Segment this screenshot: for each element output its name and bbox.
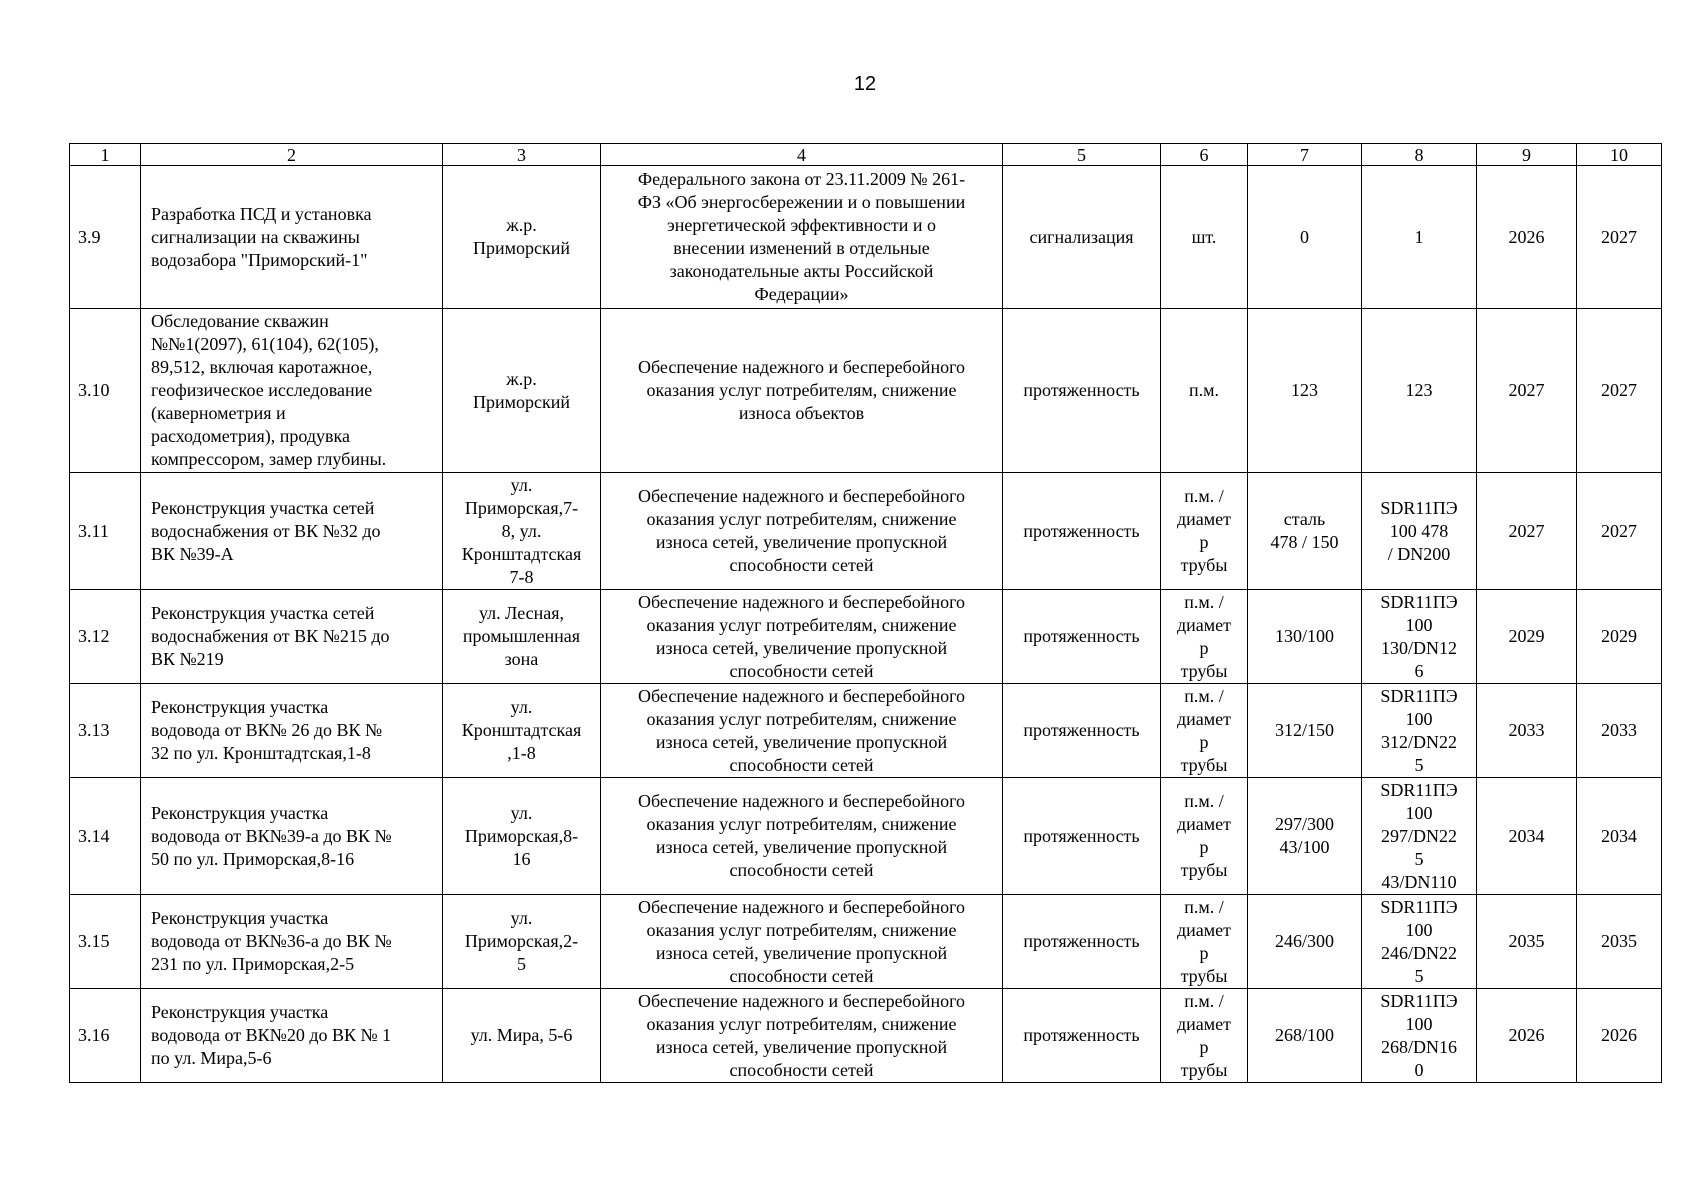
end-year: 2035 [1577, 895, 1662, 989]
value-before: 268/100 [1248, 989, 1362, 1083]
purpose: Обеспечение надежного и бесперебойного оказания услуг потребителям, снижение износа сетей, увеличение пропускной способности сетей [601, 473, 1003, 590]
table-row [70, 684, 1662, 778]
column-number-row [70, 144, 1662, 166]
row-number: 3.16 [70, 989, 141, 1083]
location: ул. Приморская,7- 8, ул. Кронштадтская 7-8 [443, 473, 601, 590]
end-year: 2033 [1577, 684, 1662, 778]
indicator: протяженность [1003, 590, 1161, 684]
unit: п.м. / диамет р трубы [1161, 684, 1248, 778]
measure-name: Реконструкция участка водовода от ВК№39-а до ВК № 50 по ул. Приморская,8-16 [141, 778, 443, 895]
value-before: 123 [1248, 309, 1362, 473]
measure-name: Реконструкция участка водовода от ВК№20 до ВК № 1 по ул. Мира,5-6 [141, 989, 443, 1083]
table-row [70, 895, 1662, 989]
table-row [70, 473, 1662, 590]
measure-name: Разработка ПСД и установка сигнализации на скважины водозабора "Приморский-1" [141, 166, 443, 309]
column-number: 6 [1161, 144, 1248, 166]
unit: п.м. / диамет р трубы [1161, 895, 1248, 989]
column-number: 4 [601, 144, 1003, 166]
table-row [70, 590, 1662, 684]
location: ул. Кронштадтская ,1-8 [443, 684, 601, 778]
purpose: Обеспечение надежного и бесперебойного оказания услуг потребителям, снижение износа сетей, увеличение пропускной способности сетей [601, 590, 1003, 684]
location: ж.р. Приморский [443, 309, 601, 473]
location: ул. Приморская,2- 5 [443, 895, 601, 989]
value-after: SDR11ПЭ 100 268/DN16 0 [1362, 989, 1477, 1083]
purpose: Обеспечение надежного и бесперебойного оказания услуг потребителям, снижение износа сетей, увеличение пропускной способности сетей [601, 989, 1003, 1083]
table-row [70, 989, 1662, 1083]
start-year: 2027 [1477, 473, 1577, 590]
column-number: 5 [1003, 144, 1161, 166]
unit: шт. [1161, 166, 1248, 309]
unit: п.м. [1161, 309, 1248, 473]
end-year: 2027 [1577, 166, 1662, 309]
value-after: SDR11ПЭ 100 246/DN22 5 [1362, 895, 1477, 989]
unit: п.м. / диамет р трубы [1161, 590, 1248, 684]
indicator: протяженность [1003, 684, 1161, 778]
column-number: 1 [70, 144, 141, 166]
purpose: Обеспечение надежного и бесперебойного оказания услуг потребителям, снижение износа сетей, увеличение пропускной способности сетей [601, 778, 1003, 895]
indicator: протяженность [1003, 895, 1161, 989]
value-after: 1 [1362, 166, 1477, 309]
table-row [70, 778, 1662, 895]
column-number: 10 [1577, 144, 1662, 166]
value-after: 123 [1362, 309, 1477, 473]
value-before: 246/300 [1248, 895, 1362, 989]
end-year: 2027 [1577, 473, 1662, 590]
column-number: 3 [443, 144, 601, 166]
end-year: 2034 [1577, 778, 1662, 895]
row-number: 3.11 [70, 473, 141, 590]
value-before: 0 [1248, 166, 1362, 309]
end-year: 2027 [1577, 309, 1662, 473]
location: ул. Приморская,8- 16 [443, 778, 601, 895]
start-year: 2035 [1477, 895, 1577, 989]
value-after: SDR11ПЭ 100 130/DN12 6 [1362, 590, 1477, 684]
end-year: 2026 [1577, 989, 1662, 1083]
page-number: 12 [853, 73, 877, 95]
start-year: 2026 [1477, 166, 1577, 309]
purpose: Обеспечение надежного и бесперебойного оказания услуг потребителям, снижение износа сетей, увеличение пропускной способности сетей [601, 895, 1003, 989]
table-row [70, 309, 1662, 473]
measure-name: Реконструкция участка водовода от ВК№ 26 до ВК № 32 по ул. Кронштадтская,1-8 [141, 684, 443, 778]
row-number: 3.12 [70, 590, 141, 684]
column-number: 8 [1362, 144, 1477, 166]
start-year: 2026 [1477, 989, 1577, 1083]
unit: п.м. / диамет р трубы [1161, 778, 1248, 895]
measure-name: Обследование скважин №№1(2097), 61(104), 62(105), 89,512, включая каротажное, геофизическое исследование (кавернометрия и расходометрия), продувка компрессором, замер глубины. [141, 309, 443, 473]
row-number: 3.15 [70, 895, 141, 989]
row-number: 3.9 [70, 166, 141, 309]
measures-table [69, 143, 1662, 1083]
row-number: 3.14 [70, 778, 141, 895]
location: ул. Мира, 5-6 [443, 989, 601, 1083]
end-year: 2029 [1577, 590, 1662, 684]
purpose: Обеспечение надежного и бесперебойного оказания услуг потребителям, снижение износа объектов [601, 309, 1003, 473]
value-after: SDR11ПЭ 100 297/DN22 5 43/DN110 [1362, 778, 1477, 895]
value-before: 312/150 [1248, 684, 1362, 778]
row-number: 3.13 [70, 684, 141, 778]
location: ул. Лесная, промышленная зона [443, 590, 601, 684]
indicator: протяженность [1003, 778, 1161, 895]
column-number: 7 [1248, 144, 1362, 166]
start-year: 2034 [1477, 778, 1577, 895]
measure-name: Реконструкция участка сетей водоснабжения от ВК №215 до ВК №219 [141, 590, 443, 684]
purpose: Обеспечение надежного и бесперебойного оказания услуг потребителям, снижение износа сетей, увеличение пропускной способности сетей [601, 684, 1003, 778]
column-number: 2 [141, 144, 443, 166]
table-row [70, 166, 1662, 309]
indicator: протяженность [1003, 309, 1161, 473]
row-number: 3.10 [70, 309, 141, 473]
start-year: 2033 [1477, 684, 1577, 778]
indicator: протяженность [1003, 473, 1161, 590]
unit: п.м. / диамет р трубы [1161, 473, 1248, 590]
value-before: 130/100 [1248, 590, 1362, 684]
value-before: 297/300 43/100 [1248, 778, 1362, 895]
indicator: протяженность [1003, 989, 1161, 1083]
value-after: SDR11ПЭ 100 312/DN22 5 [1362, 684, 1477, 778]
measure-name: Реконструкция участка сетей водоснабжения от ВК №32 до ВК №39-А [141, 473, 443, 590]
value-after: SDR11ПЭ 100 478 / DN200 [1362, 473, 1477, 590]
column-number: 9 [1477, 144, 1577, 166]
location: ж.р. Приморский [443, 166, 601, 309]
unit: п.м. / диамет р трубы [1161, 989, 1248, 1083]
start-year: 2027 [1477, 309, 1577, 473]
indicator: сигнализация [1003, 166, 1161, 309]
value-before: сталь 478 / 150 [1248, 473, 1362, 590]
start-year: 2029 [1477, 590, 1577, 684]
purpose: Федерального закона от 23.11.2009 № 261- ФЗ «Об энергосбережении и о повышении энергетической эффективности и о внесении изменений в отдельные законодательные акты Российской Федерации» [601, 166, 1003, 309]
measure-name: Реконструкция участка водовода от ВК№36-а до ВК № 231 по ул. Приморская,2-5 [141, 895, 443, 989]
